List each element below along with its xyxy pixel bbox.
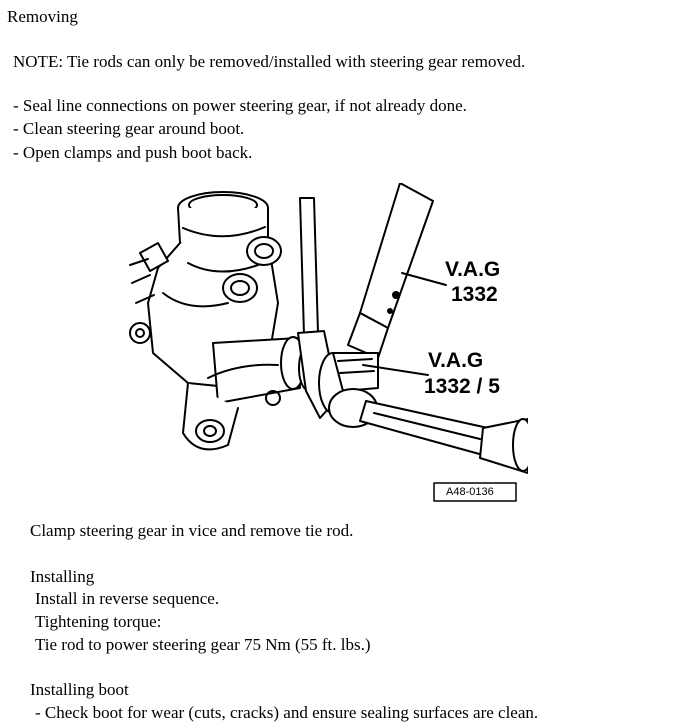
callout-vag-1332-line2: 1332 <box>451 283 498 306</box>
remove-step-2: - Clean steering gear around boot. <box>13 119 245 138</box>
installing-line-2: Tightening torque: <box>35 612 162 631</box>
installing-heading: Installing <box>30 567 95 586</box>
callout-vag-1332-5-line1: V.A.G <box>428 349 484 372</box>
installing-line-1: Install in reverse sequence. <box>35 589 220 608</box>
steering-gear-illustration <box>128 183 528 505</box>
remove-step-3: - Open clamps and push boot back. <box>13 143 253 162</box>
clamp-instruction: Clamp steering gear in vice and remove tie rod. <box>30 521 354 540</box>
figure-id: A48-0136 <box>446 486 494 498</box>
remove-step-1: - Seal line connections on power steering gear, if not already done. <box>13 96 467 115</box>
callout-vag-1332-line1: V.A.G <box>445 258 501 281</box>
installing-line-3: Tie rod to power steering gear 75 Nm (55 ft. lbs.) <box>35 635 371 654</box>
callout-vag-1332-5-line2: 1332 / 5 <box>424 375 500 398</box>
note-text: NOTE: Tie rods can only be removed/installed with steering gear removed. <box>13 52 526 71</box>
installing-boot-heading: Installing boot <box>30 680 129 699</box>
installing-boot-step-1: - Check boot for wear (cuts, cracks) and ensure sealing surfaces are clean. <box>35 703 539 722</box>
section-title: Removing <box>7 7 78 26</box>
